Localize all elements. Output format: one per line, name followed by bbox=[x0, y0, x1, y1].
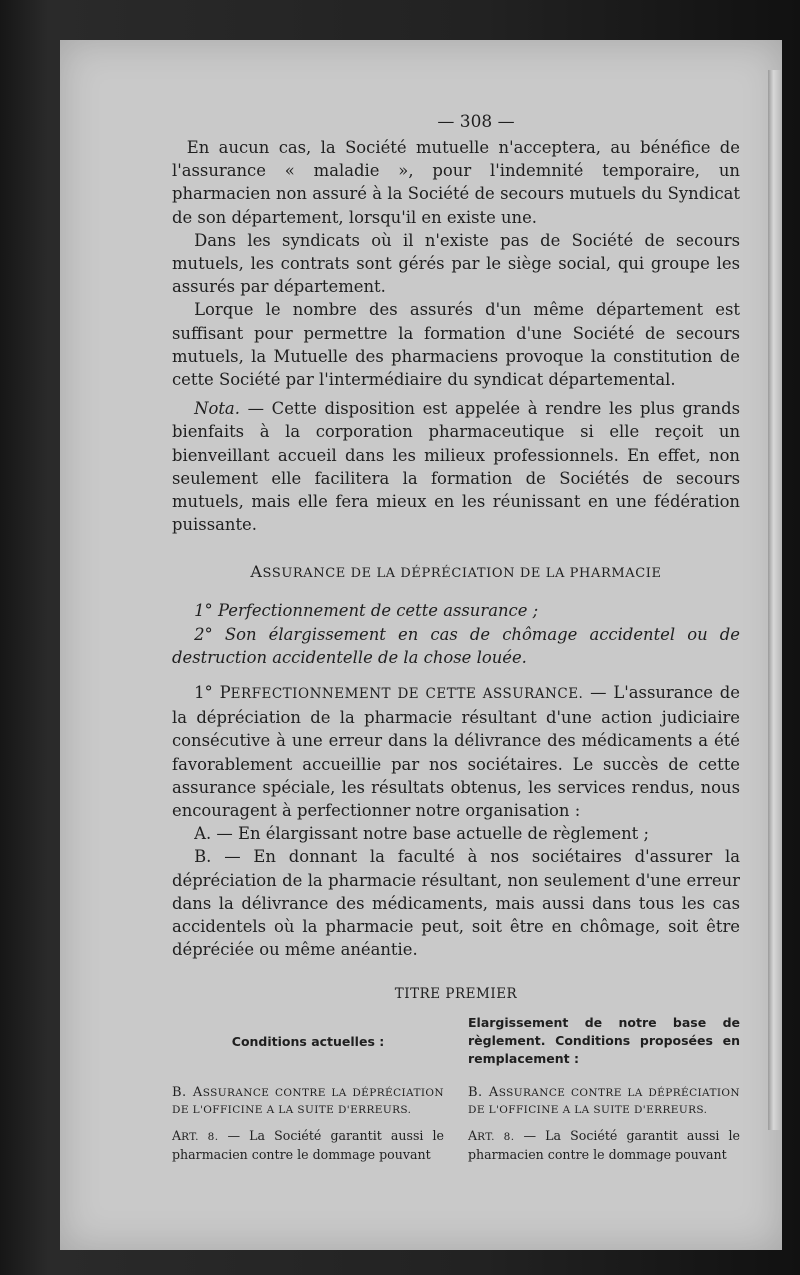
column-left bbox=[172, 1014, 444, 1163]
perfection-text: — L'assurance de la dépréciation de la pharmacie résultant d'une action judiciaire consécutive à une erreur dans la délivrance des médicaments a été favorablement accueillie par nos sociétaires. Le succès de cette assurance spéciale, les résultats obtenus, les services rendus, nous encouragent à perfectionner notre organisation : bbox=[172, 683, 740, 821]
perfection-paragraph bbox=[172, 681, 740, 822]
point-a: A. — En élargissant notre base actuelle de règlement ; bbox=[194, 824, 649, 844]
page-number: — 308 — bbox=[437, 112, 515, 132]
column-left-subheading bbox=[172, 1084, 444, 1119]
perfection-initial: P bbox=[219, 683, 231, 703]
column-right bbox=[468, 1014, 740, 1163]
section-heading-initial: A bbox=[250, 562, 263, 582]
column-left-art-initial: A bbox=[172, 1127, 182, 1143]
section-heading-text: SSURANCE DE LA DÉPRÉCIATION DE LA PHARMACIE bbox=[262, 566, 662, 582]
column-left-sub-initial: B. A bbox=[172, 1084, 203, 1100]
column-right-article bbox=[468, 1127, 740, 1163]
perfection-heading: ERFECTIONNEMENT DE CETTE ASSURANCE. bbox=[230, 686, 584, 703]
nota-paragraph bbox=[172, 397, 740, 536]
column-right-sub-text: SSURANCE CONTRE LA DÉPRÉCIATION DE L'OFFICINE A LA SUITE D'ERREURS. bbox=[468, 1086, 741, 1116]
column-right-art-label: RT. 8. bbox=[477, 1130, 515, 1143]
paragraph-2: Dans les syndicats où il n'existe pas de Société de secours mutuels, les contrats sont gérés par le siège social, qui groupe les assurés par département. bbox=[172, 230, 740, 297]
paragraph-1: En aucun cas, la Société mutuelle n'acceptera, au bénéfice de l'assurance « maladie », pour l'indemnité temporaire, un pharmacien non assuré à la Société de secours mutuels du Syndicat de son département, lorsqu'il en existe une. bbox=[172, 138, 740, 227]
nota-text: — Cette disposition est appelée à rendre les plus grands bienfaits à la corporation pharmaceutique si elle reçoit un bienveillant accueil dans les milieux professionnels. En effet, non seulement elle facilitera la formation de Sociétés de secours mutuels, mais elle fera mieux en les réunissant en une fédération puissante. bbox=[172, 399, 740, 535]
nota-label: Nota. bbox=[194, 399, 240, 419]
column-right-sub-initial: B. A bbox=[468, 1084, 499, 1100]
point-b: B. — En donnant la faculté à nos sociétaires d'assurer la dépréciation de la pharmacie résultant, non seulement d'une erreur dans la délivrance des médicaments, mais aussi dans tous les cas accidentels où la pharmacie peut, soit être en chômage, soit être dépréciée ou même anéantie. bbox=[172, 847, 740, 960]
column-left-article bbox=[172, 1127, 444, 1163]
paragraph-3: Lorque le nombre des assurés d'un même département est suffisant pour permettre la formation d'une Société de secours mutuels, la Mutuelle des pharmaciens provoque la constitution de cette Société par l'intermédiaire du syndicat départemental. bbox=[172, 300, 740, 390]
book-page bbox=[60, 40, 782, 1250]
column-right-subheading bbox=[468, 1084, 740, 1119]
comparison-columns bbox=[172, 1014, 740, 1163]
perfection-num: 1° bbox=[194, 683, 220, 703]
column-right-art-initial: A bbox=[468, 1127, 478, 1143]
page-edge bbox=[768, 70, 782, 1130]
page-content bbox=[172, 112, 740, 1163]
section-heading bbox=[172, 562, 740, 581]
column-left-art-text: — La Société garantit aussi le pharmacien contre le dommage pouvant bbox=[172, 1127, 444, 1162]
column-right-art-text: — La Société garantit aussi le pharmacien contre le dommage pouvant bbox=[468, 1127, 740, 1162]
column-left-header: Conditions actuelles : bbox=[231, 1033, 385, 1049]
column-right-header: Elargissement de notre base de règlement. Conditions proposées en remplacement : bbox=[468, 1014, 740, 1066]
list-item-2: 2° Son élargissement en cas de chômage accidentel ou de destruction accidentelle de la chose louée. bbox=[172, 624, 740, 667]
column-left-sub-text: SSURANCE CONTRE LA DÉPRÉCIATION DE L'OFFICINE A LA SUITE D'ERREURS. bbox=[172, 1086, 445, 1116]
column-left-art-label: RT. 8. bbox=[181, 1130, 219, 1143]
list-item-1: 1° Perfectionnement de cette assurance ; bbox=[194, 601, 539, 621]
titre-heading: TITRE PREMIER bbox=[394, 985, 518, 1002]
